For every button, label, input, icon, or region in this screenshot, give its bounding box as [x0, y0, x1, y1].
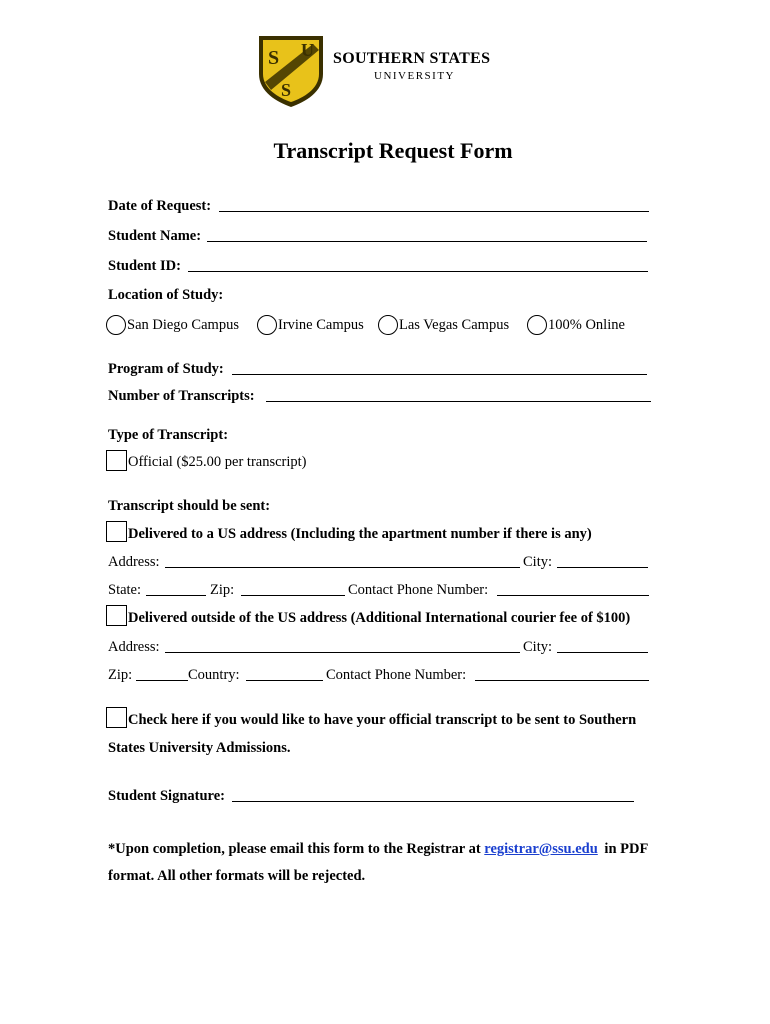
intl-city-field[interactable] — [557, 652, 648, 653]
us-delivery-checkbox[interactable] — [106, 521, 127, 542]
program-of-study-field[interactable] — [232, 374, 647, 375]
admissions-label-line2: States University Admissions. — [108, 740, 291, 756]
footer-note-line2: format. All other formats will be rejected. — [108, 868, 366, 884]
page-title: Transcript Request Form — [273, 138, 513, 163]
date-of-request-label: Date of Request: — [108, 198, 212, 214]
intl-country-label: Country: — [188, 667, 240, 683]
location-of-study-label: Location of Study: — [108, 287, 224, 303]
us-zip-label: Zip: — [210, 582, 235, 598]
svg-text:S: S — [281, 80, 292, 100]
student-id-field[interactable] — [188, 271, 648, 272]
admissions-checkbox[interactable] — [106, 707, 127, 728]
type-of-transcript-label: Type of Transcript: — [108, 427, 229, 443]
footer-note-post: in PDF — [604, 841, 649, 857]
us-zip-field[interactable] — [241, 595, 345, 596]
intl-country-field[interactable] — [246, 680, 323, 681]
intl-zip-label: Zip: — [108, 667, 133, 683]
campus-label-las-vegas: Las Vegas Campus — [399, 317, 510, 333]
radio-san-diego[interactable] — [106, 315, 126, 335]
footer-note-pre: *Upon completion, please email this form to the Registrar at — [108, 841, 481, 857]
number-of-transcripts-field[interactable] — [266, 401, 651, 402]
us-state-field[interactable] — [146, 595, 206, 596]
intl-address-field[interactable] — [165, 652, 520, 653]
campus-label-online: 100% Online — [548, 317, 625, 333]
student-id-label: Student ID: — [108, 258, 181, 274]
university-subtitle: UNIVERSITY — [374, 70, 455, 82]
us-city-field[interactable] — [557, 567, 648, 568]
intl-city-label: City: — [523, 639, 553, 655]
university-name: SOUTHERN STATES — [333, 50, 491, 67]
radio-irvine[interactable] — [257, 315, 277, 335]
us-city-label: City: — [523, 554, 553, 570]
student-signature-field[interactable] — [232, 801, 634, 802]
us-address-field[interactable] — [165, 567, 520, 568]
radio-online[interactable] — [527, 315, 547, 335]
campus-label-san-diego: San Diego Campus — [127, 317, 239, 333]
student-signature-label: Student Signature: — [108, 788, 225, 804]
date-of-request-field[interactable] — [219, 211, 649, 212]
us-phone-field[interactable] — [497, 595, 649, 596]
campus-label-irvine: Irvine Campus — [278, 317, 364, 333]
intl-zip-field[interactable] — [136, 680, 188, 681]
us-address-label: Address: — [108, 554, 160, 570]
intl-address-label: Address: — [108, 639, 160, 655]
radio-las-vegas[interactable] — [378, 315, 398, 335]
us-state-label: State: — [108, 582, 142, 598]
us-phone-label: Contact Phone Number: — [348, 582, 489, 598]
intl-phone-field[interactable] — [475, 680, 649, 681]
footer-note-line1 — [108, 840, 648, 858]
registrar-email-link[interactable]: registrar@ssu.edu — [484, 841, 598, 857]
student-name-field[interactable] — [207, 241, 647, 242]
svg-text:S: S — [268, 47, 280, 69]
svg-text:U: U — [301, 40, 314, 60]
program-of-study-label: Program of Study: — [108, 361, 224, 377]
intl-delivery-label: Delivered outside of the US address (Additional International courier fee of $100) — [128, 610, 631, 626]
shield-logo-icon — [255, 34, 327, 108]
official-label: Official ($25.00 per transcript) — [128, 454, 307, 470]
us-delivery-label: Delivered to a US address (Including the apartment number if there is any) — [128, 526, 592, 542]
intl-delivery-checkbox[interactable] — [106, 605, 127, 626]
official-checkbox[interactable] — [106, 450, 127, 471]
delivery-heading: Transcript should be sent: — [108, 498, 271, 514]
number-of-transcripts-label: Number of Transcripts: — [108, 388, 255, 404]
intl-phone-label: Contact Phone Number: — [326, 667, 467, 683]
admissions-label-line1: Check here if you would like to have your official transcript to be sent to Southern — [128, 712, 637, 728]
ssu-logo — [255, 34, 327, 108]
student-name-label: Student Name: — [108, 228, 202, 244]
